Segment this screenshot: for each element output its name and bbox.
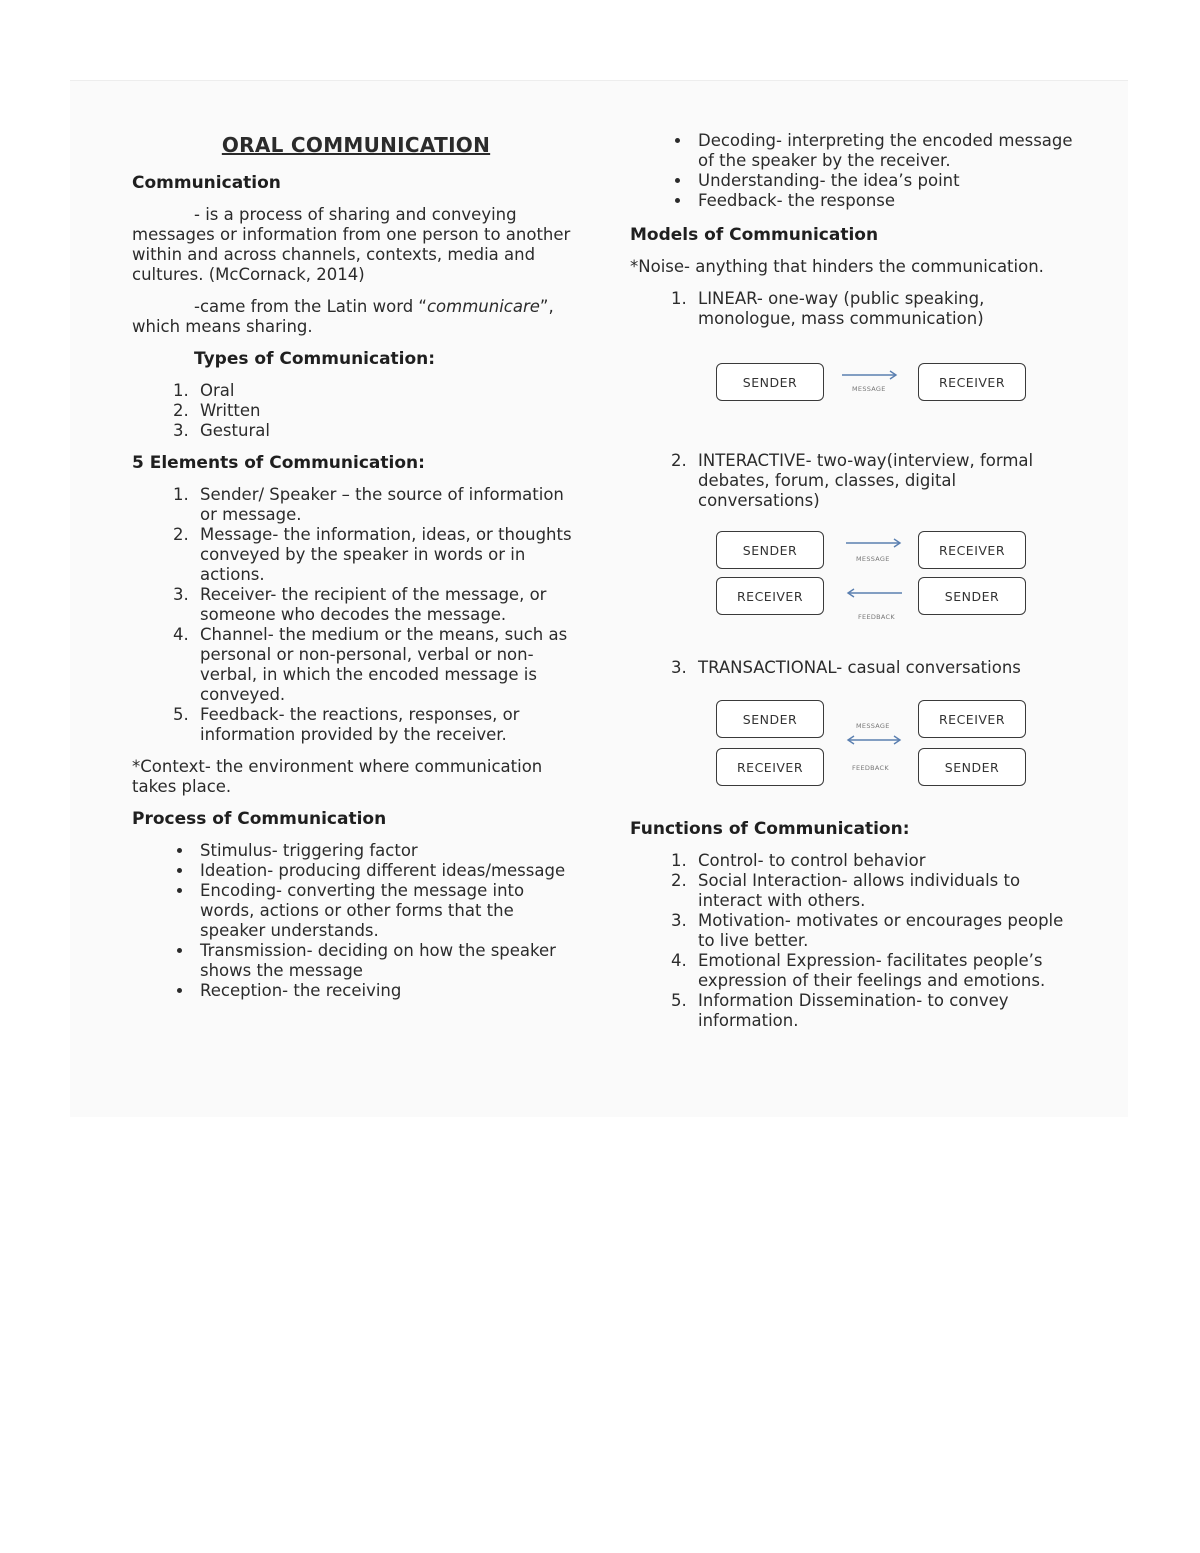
list-item: • Reception- the receiving [194,981,572,1001]
types-list [132,381,572,441]
process-list-part2 [630,131,1080,211]
message-label: MESSAGE [856,555,890,563]
communication-origin [132,297,572,337]
list-item: 4. Channel- the medium or the means, such as personal or non-personal, verbal or non-verbal, in which the encoded message is conveyed. [194,625,572,705]
feedback-label: FEEDBACK [858,613,895,621]
document-sheet [70,80,1128,1117]
list-item: • Ideation- producing different ideas/message [194,861,572,881]
context-note: *Context- the environment where communication takes place. [132,757,543,796]
list-item: 2. INTERACTIVE- two-way(interview, formal debates, forum, classes, digital conversations) [692,451,1080,511]
page-title: ORAL COMMUNICATION [221,133,491,157]
list-item: 5. Information Dissemination- to convey information. [692,991,1080,1031]
models-heading: Models of Communication [630,225,879,245]
receiver-box: RECEIVER [918,531,1026,569]
receiver-box: RECEIVER [918,700,1026,738]
message-label: MESSAGE [856,722,890,730]
receiver-box: RECEIVER [716,577,824,615]
receiver-box: RECEIVER [918,363,1026,401]
origin-suffix: ”, which means sharing. [132,297,554,336]
list-item: • Decoding- interpreting the encoded message of the speaker by the receiver. [692,131,1080,171]
models-list-linear [630,289,1080,329]
list-item: 1. LINEAR- one-way (public speaking, monologue, mass communication) [692,289,1080,329]
models-list-interactive [630,451,1080,511]
list-item: 2. Social Interaction- allows individuals to interact with others. [692,871,1080,911]
list-item: 3. Motivation- motivates or encourages people to live better. [692,911,1080,951]
elements-list [132,485,572,745]
sender-box: SENDER [918,748,1026,786]
feedback-arrow [844,587,904,599]
interactive-model-diagram [630,531,1080,626]
models-list-transactional [630,658,1080,678]
noise-note: *Noise- anything that hinders the communication. [630,257,1044,276]
list-item: 3. Receiver- the recipient of the message, or someone who decodes the message. [194,585,572,625]
list-item: 1. Control- to control behavior [692,851,1080,871]
origin-word: communicare [426,297,540,316]
elements-heading: 5 Elements of Communication: [132,453,425,473]
list-item: 1. Oral [194,381,572,401]
sender-box: SENDER [716,700,824,738]
linear-model-diagram [630,349,1080,409]
functions-list [630,851,1080,1031]
list-item: 2. Message- the information, ideas, or thoughts conveyed by the speaker in words or in actions. [194,525,572,585]
message-arrow [844,537,904,549]
list-item: 5. Feedback- the reactions, responses, or information provided by the receiver. [194,705,572,745]
right-column [630,131,1080,1043]
origin-prefix: -came from the Latin word “ [194,297,427,316]
list-item: • Understanding- the idea’s point [692,171,1080,191]
types-heading: Types of Communication: [194,349,436,369]
list-item: • Feedback- the response [692,191,1080,211]
communication-definition: - is a process of sharing and conveying messages or information from one person to another within and across channels, contexts, media and cultures. (McCornack, 2014) [132,205,571,284]
list-item: • Encoding- converting the message into words, actions or other forms that the speaker understands. [194,881,572,941]
sender-box: SENDER [716,363,824,401]
list-item: • Transmission- deciding on how the speaker shows the message [194,941,572,981]
list-item: 3. TRANSACTIONAL- casual conversations [692,658,1080,678]
list-item: 1. Sender/ Speaker – the source of information or message. [194,485,572,525]
functions-heading: Functions of Communication: [630,819,910,839]
list-item: 2. Written [194,401,572,421]
message-label: MESSAGE [852,385,886,393]
list-item: 3. Gestural [194,421,572,441]
receiver-box: RECEIVER [716,748,824,786]
process-heading: Process of Communication [132,809,387,829]
feedback-label: FEEDBACK [852,764,889,772]
two-way-arrow [844,734,904,746]
sender-box: SENDER [716,531,824,569]
communication-heading: Communication [132,173,281,193]
transactional-model-diagram [630,700,1080,795]
sender-box: SENDER [918,577,1026,615]
message-arrow [840,369,900,381]
list-item: • Stimulus- triggering factor [194,841,572,861]
left-column [132,133,572,1013]
list-item: 4. Emotional Expression- facilitates people’s expression of their feelings and emotions. [692,951,1080,991]
process-list-part1 [132,841,572,1001]
